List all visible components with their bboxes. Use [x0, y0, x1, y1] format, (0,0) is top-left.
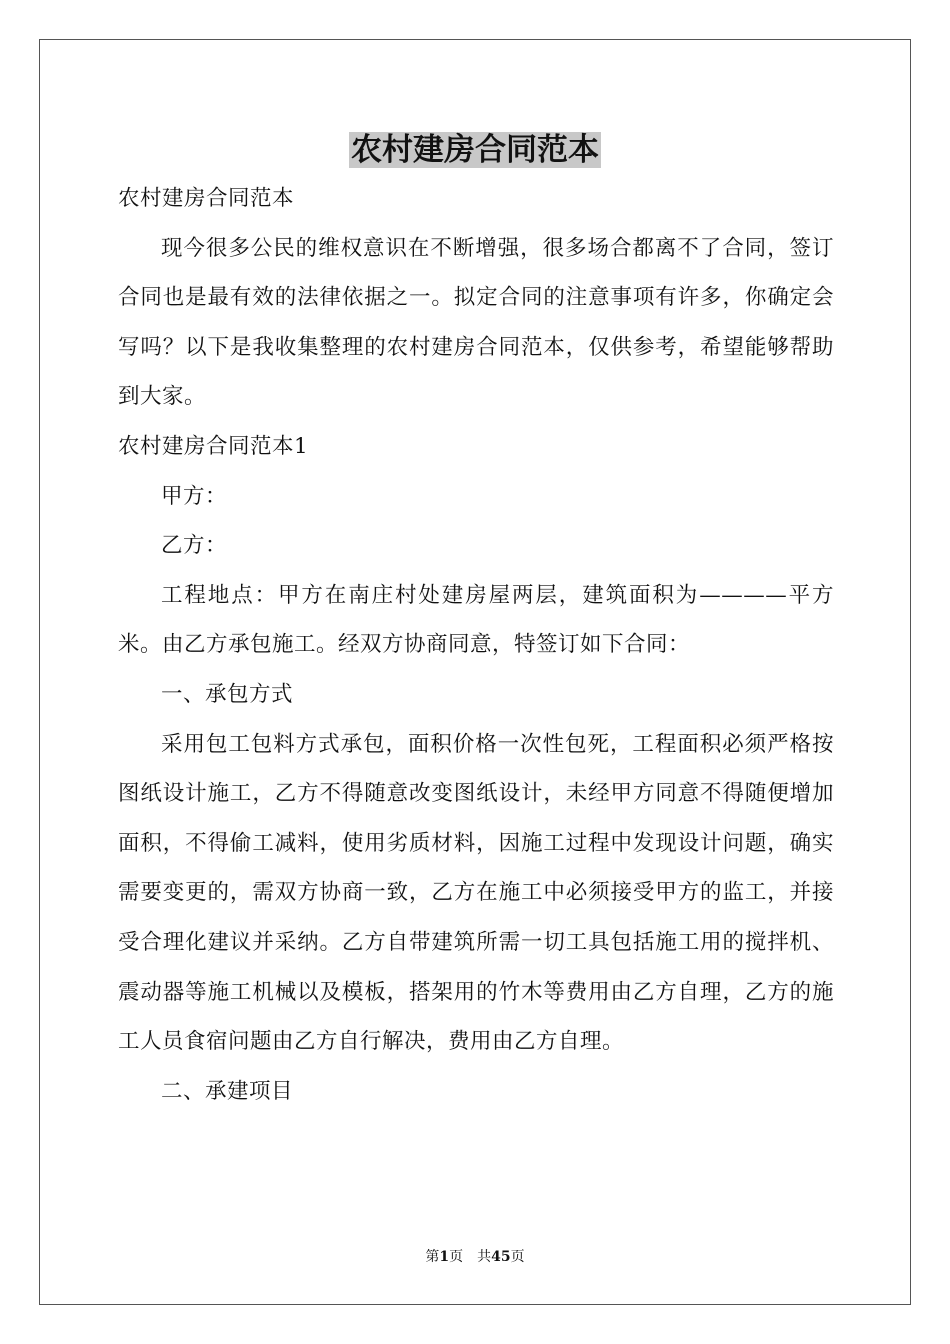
paragraph: 工程地点：甲方在南庄村处建房屋两层，建筑面积为————平方米。由乙方承包施工。经双方协商同意，特签订如下合同： [118, 582, 834, 658]
paragraph: 现今很多公民的维权意识在不断增强，很多场合都离不了合同，签订合同也是最有效的法律依据之一。拟定合同的注意事项有许多，你确定会写吗？以下是我收集整理的农村建房合同范本，仅供参考，希望能够帮助到大家。 [118, 235, 834, 410]
paragraph: 采用包工包料方式承包，面积价格一次性包死，工程面积必须严格按图纸设计施工，乙方不得随意改变图纸设计，未经甲方同意不得随便增加面积，不得偷工减料，使用劣质材料，因施工过程中发现设计问题，确实需要变更的，需双方协商一致，乙方在施工中必须接受甲方的监工，并接受合理化建议并采纳。乙方自带建筑所需一切工具包括施工用的搅拌机、震动器等施工机械以及模板，搭架用的竹木等费用由乙方自理，乙方的施工人员食宿问题由乙方自行解决，费用由乙方自理。 [118, 731, 834, 1055]
footer-page-number: 1 [439, 1249, 450, 1265]
section-heading: 农村建房合同范本1 [118, 433, 309, 459]
document-title-text: 农村建房合同范本 [351, 132, 599, 168]
paragraph: 农村建房合同范本 [118, 186, 295, 211]
page-footer [0, 1247, 950, 1267]
document-body [118, 174, 834, 1116]
footer-total-prefix: 共 [477, 1249, 492, 1265]
footer-total-pages: 45 [491, 1249, 511, 1265]
clause-heading: 一、承包方式 [161, 681, 294, 707]
document-title [0, 126, 950, 174]
party-a-line: 甲方： [161, 483, 228, 509]
footer-page-prefix: 第 [425, 1249, 440, 1265]
party-b-line: 乙方： [161, 533, 228, 559]
footer-page-suffix: 页 [449, 1249, 464, 1265]
footer-total-suffix: 页 [510, 1249, 525, 1265]
clause-heading: 二、承建项目 [161, 1078, 294, 1104]
